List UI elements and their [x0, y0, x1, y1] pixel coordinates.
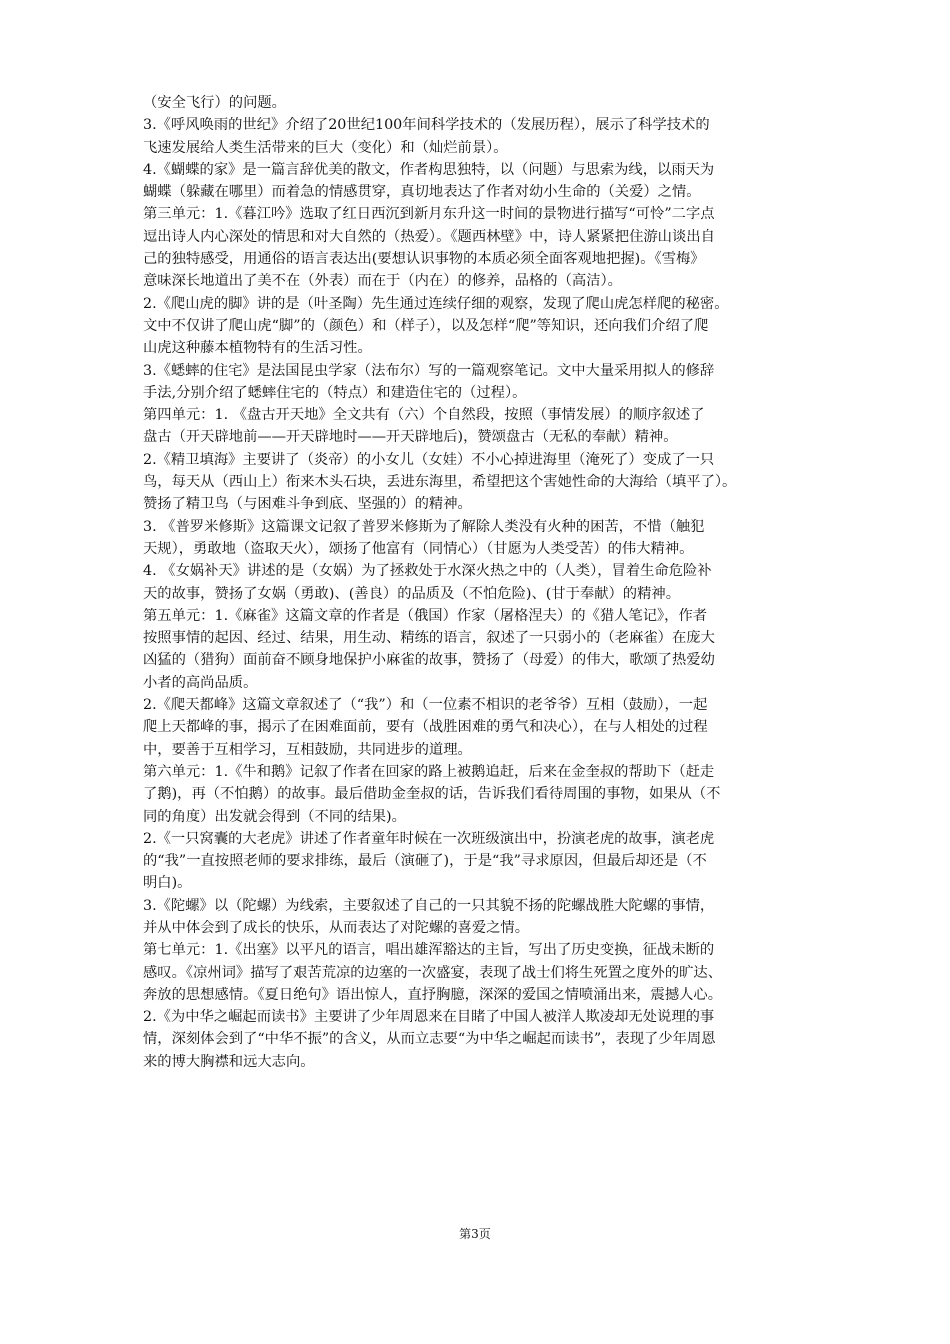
text-line: 鸟，每天从（西山上）衔来木头石块，丢进东海里，希望把这个害她性命的大海给（填平了）。 — [143, 474, 737, 491]
text-line: 天的故事，赞扬了女娲（勇敢)、(善良）的品质及（不怕危险)、(甘于奉献）的精神。 — [143, 585, 680, 602]
text-line: 2.《一只窝囊的大老虎》讲述了作者童年时候在一次班级演出中，扮演老虎的故事，演老虎 — [143, 830, 715, 847]
text-line: 赞扬了精卫鸟（与困难斗争到底、坚强的）的精神。 — [143, 496, 472, 513]
text-line: 文中不仅讲了爬山虎“脚”的（颜色）和（样子），以及怎样“爬”等知识，还向我们介绍了爬 — [143, 317, 709, 334]
text-line: 蝴蝶（躲藏在哪里）而着急的情感贯穿，真切地表达了作者对幼小生命的（关爱）之情。 — [143, 184, 701, 201]
text-line: 明白)。 — [143, 875, 192, 892]
text-line: 3.《陀螺》以（陀螺）为线索，主要叙述了自己的一只其貌不扬的陀螺战胜大陀螺的事情， — [143, 897, 715, 914]
text-line: 山虎这种藤本植物特有的生活习性。 — [143, 340, 372, 357]
text-line: 第六单元：1.《牛和鹅》记叙了作者在回家的路上被鹅追赶，后来在金奎叔的帮助下（赶走 — [143, 763, 715, 780]
text-line: 3. 《普罗米修斯》这篇课文记叙了普罗米修斯为了解除人类没有火种的困苦，不惜（触犯 — [143, 518, 705, 535]
page-number: 第3页 — [459, 1227, 491, 1241]
text-line: 第七单元：1.《出塞》以平凡的语言，唱出雄浑豁达的主旨，写出了历史变换，征战未断的 — [143, 942, 715, 959]
text-line: 的“我”一直按照老师的要求排练，最后（演砸了)，于是“我”寻求原因，但最后却还是（不 — [143, 853, 707, 870]
text-line: 按照事情的起因、经过、结果，用生动、精练的语言，叙述了一只弱小的（老麻雀）在庞大 — [143, 630, 715, 647]
text-line: 奔放的思想感情。《夏日绝句》语出惊人，直抒胸臆，深深的爱国之情喷涌出来，震撼人心。 — [143, 986, 723, 1003]
text-line: 意味深长地道出了美不在（外表）而在于（内在）的修养，品格的（高洁）。 — [143, 273, 622, 290]
text-line: 情，深刻体会到了“中华不振”的含义，从而立志要“为中华之崛起而读书”，表现了少年周恩 — [143, 1031, 716, 1048]
text-line: 天规），勇敢地（盗取天火），颂扬了他富有（同情心）（甘愿为人类受苦）的伟大精神。 — [143, 540, 694, 557]
text-line: 2.《爬山虎的脚》讲的是（叶圣陶）先生通过连续仔细的观察，发现了爬山虎怎样爬的秘密。 — [143, 295, 729, 312]
text-line: 第五单元：1.《麻雀》这篇文章的作者是（俄国）作家（屠格涅夫）的《猎人笔记》，作者 — [143, 607, 708, 624]
text-line: 己的独特感受，用通俗的语言表达出(要想认识事物的本质必须全面客观地把握)。《雪梅》 — [143, 251, 705, 268]
text-line: 来的博大胸襟和远大志向。 — [143, 1053, 315, 1070]
text-line: 第三单元：1.《暮江吟》选取了红日西沉到新月东升这一时间的景物进行描写“可怜”二字点 — [143, 206, 715, 223]
text-line: 小者的高尚品质。 — [143, 674, 258, 691]
text-line: 中，要善于互相学习，互相鼓励，共同进步的道理。 — [143, 741, 472, 758]
text-line: 凶猛的（猎狗）面前奋不顾身地保护小麻雀的故事，赞扬了（母爱）的伟大，歌颂了热爱幼 — [143, 652, 715, 669]
text-line: 2.《精卫填海》主要讲了（炎帝）的小女儿（女娃）不小心掉进海里（淹死了）变成了一只 — [143, 451, 715, 468]
text-line: 了鹅)，再（不怕鹅）的故事。最后借助金奎叔的话，告诉我们看待周围的事物，如果从（不 — [143, 786, 721, 803]
text-line: 3.《呼风唤雨的世纪》介绍了20世纪100年间科学技术的（发展历程），展示了科学技术的 — [143, 117, 710, 134]
text-line: 3.《蟋蟀的住宅》是法国昆虫学家（法布尔）写的一篇观察笔记。文中大量采用拟人的修辞 — [143, 362, 715, 379]
text-line: 感叹。《凉州词》描写了艰苦荒凉的边塞的一次盛宴，表现了战士们将生死置之度外的旷达、 — [143, 964, 723, 981]
text-line: 第四单元：1. 《盘古开天地》全文共有（六）个自然段，按照（事情发展）的顺序叙述了 — [143, 407, 705, 424]
text-line: 并从中体会到了成长的快乐，从而表达了对陀螺的喜爱之情。 — [143, 919, 530, 936]
text-line: 2.《为中华之崛起而读书》主要讲了少年周恩来在目睹了中国人被洋人欺凌却无处说理的事 — [143, 1009, 715, 1026]
text-line: 盘古（开天辟地前——开天辟地时——开天辟地后)，赞颂盘古（无私的奉献）精神。 — [143, 429, 678, 446]
text-line: 手法,分别介绍了蟋蟀住宅的（特点）和建造住宅的（过程）。 — [143, 384, 527, 401]
text-line: 飞速发展给人类生活带来的巨大（变化）和（灿烂前景）。 — [143, 139, 508, 156]
text-line: 4. 《女娲补天》讲述的是（女娲）为了拯救处于水深火热之中的（人类），冒着生命危险补 — [143, 563, 712, 580]
text-line: 2.《爬天都峰》这篇文章叙述了（“我”）和（一位素不相识的老爷爷）互相（鼓励），一起 — [143, 697, 708, 714]
text-line: 同的角度）出发就会得到（不同的结果)。 — [143, 808, 406, 825]
document-body — [143, 92, 815, 1073]
text-line: 逗出诗人内心深处的情思和对大自然的（热爱）。《题西林壁》中，诗人紧紧把住游山谈出自 — [143, 228, 715, 245]
text-line: 爬上天都峰的事，揭示了在困难面前，要有（战胜困难的勇气和决心），在与人相处的过程 — [143, 719, 708, 736]
text-line: 4.《蝴蝶的家》是一篇言辞优美的散文，作者构思独特，以（问题）与思索为线，以雨天为 — [143, 161, 715, 178]
text-line: （安全飞行）的问题。 — [143, 95, 286, 111]
